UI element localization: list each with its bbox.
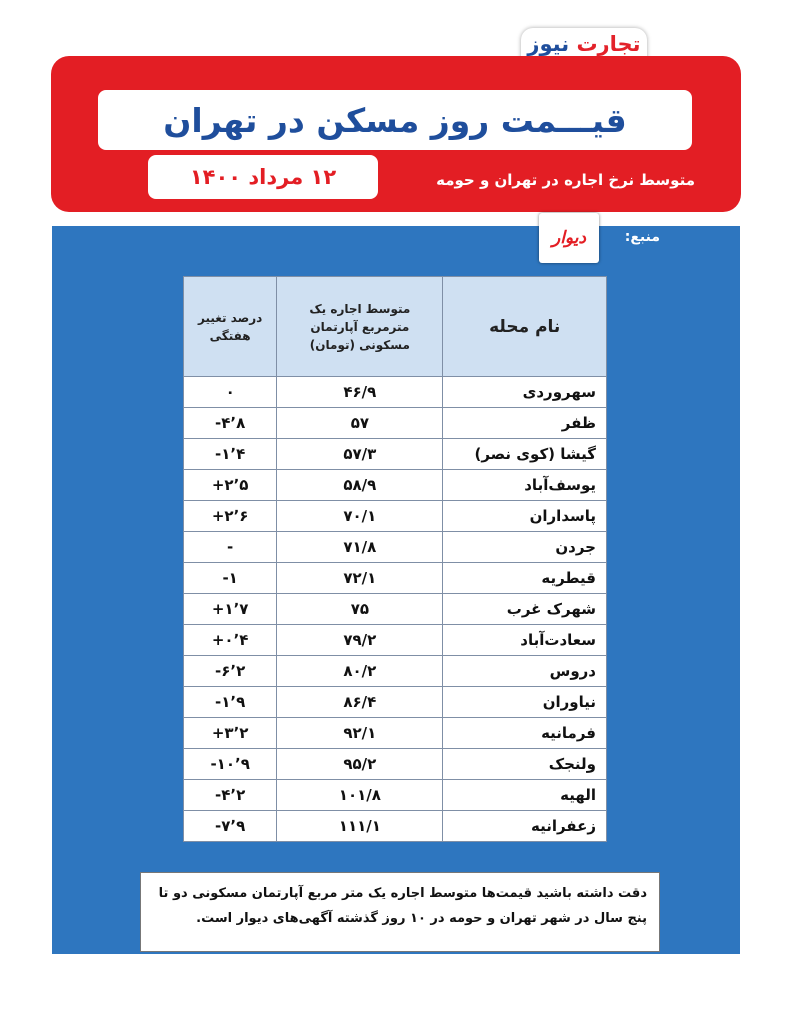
cell-change: -۱۰٬۹	[184, 749, 277, 780]
brand-name-part1: تجارت	[576, 32, 641, 56]
footnote: دقت داشته باشید قیمت‌ها متوسط اجاره یک متر مربع آپارتمان مسکونی دو تا پنج سال در شهر تهران و حومه در ۱۰ روز گذشته آگهی‌های دیوار است.	[140, 872, 660, 952]
cell-avg: ۸۶/۴	[277, 687, 443, 718]
header-avg-text: متوسط اجاره یک مترمربع آپارتمان مسکونی (تومان)	[309, 301, 411, 352]
cell-change: +۰٬۴	[184, 625, 277, 656]
page-subtitle: متوسط نرخ اجاره در تهران و حومه	[436, 171, 695, 189]
cell-avg: ۷۵	[277, 594, 443, 625]
table-row	[184, 718, 607, 749]
cell-change: -۱	[184, 563, 277, 594]
cell-change: -	[184, 532, 277, 563]
source-label: منبع:	[624, 229, 660, 245]
title-box	[98, 90, 692, 150]
table-row	[184, 625, 607, 656]
cell-avg: ۷۲/۱	[277, 563, 443, 594]
cell-avg: ۵۷/۳	[277, 439, 443, 470]
cell-avg: ۸۰/۲	[277, 656, 443, 687]
cell-name: ظفر	[443, 408, 607, 439]
cell-name: گیشا (کوی نصر)	[443, 439, 607, 470]
cell-avg: ۷۱/۸	[277, 532, 443, 563]
date-box	[148, 155, 378, 199]
table-row	[184, 532, 607, 563]
cell-avg: ۱۰۱/۸	[277, 780, 443, 811]
cell-name: فرمانیه	[443, 718, 607, 749]
cell-change: +۲٬۵	[184, 470, 277, 501]
cell-name: نیاوران	[443, 687, 607, 718]
cell-avg: ۹۲/۱	[277, 718, 443, 749]
brand-name	[521, 32, 647, 56]
cell-change: -۶٬۲	[184, 656, 277, 687]
report-date: ۱۲ مرداد ۱۴۰۰	[189, 165, 337, 189]
brand-name-part2: نیوز	[527, 32, 570, 56]
table-row	[184, 780, 607, 811]
cell-change: -۱٬۴	[184, 439, 277, 470]
page-title: قیـــمت روز مسکن در تهران	[163, 100, 627, 140]
cell-name: قیطریه	[443, 563, 607, 594]
header-change-text: درصد تغییر هفتگی	[197, 310, 263, 343]
table-row	[184, 749, 607, 780]
source-name: دیوار	[551, 228, 587, 248]
cell-name: دروس	[443, 656, 607, 687]
cell-change: +۳٬۲	[184, 718, 277, 749]
cell-change: -۴٬۸	[184, 408, 277, 439]
table-row	[184, 470, 607, 501]
source-logo	[539, 213, 599, 263]
cell-avg: ۷۰/۱	[277, 501, 443, 532]
table-row	[184, 563, 607, 594]
cell-avg: ۱۱۱/۱	[277, 811, 443, 842]
table-row	[184, 811, 607, 842]
header-avg	[277, 277, 443, 377]
cell-avg: ۴۶/۹	[277, 377, 443, 408]
cell-name: زعفرانیه	[443, 811, 607, 842]
cell-change: -۷٬۹	[184, 811, 277, 842]
rent-table	[183, 276, 607, 842]
cell-name: سهروردی	[443, 377, 607, 408]
cell-change: +۲٬۶	[184, 501, 277, 532]
table-row	[184, 501, 607, 532]
table-row	[184, 656, 607, 687]
cell-change: ۰	[184, 377, 277, 408]
cell-name: الهیه	[443, 780, 607, 811]
cell-change: -۱٬۹	[184, 687, 277, 718]
cell-name: ولنجک	[443, 749, 607, 780]
table-header-row	[184, 277, 607, 377]
table-row	[184, 439, 607, 470]
cell-name: شهرک غرب	[443, 594, 607, 625]
header-change	[184, 277, 277, 377]
header-name: نام محله	[443, 277, 607, 377]
cell-name: جردن	[443, 532, 607, 563]
cell-name: یوسف‌آباد	[443, 470, 607, 501]
cell-change: -۴٬۲	[184, 780, 277, 811]
table-row	[184, 687, 607, 718]
table-row	[184, 377, 607, 408]
cell-avg: ۵۷	[277, 408, 443, 439]
cell-avg: ۵۸/۹	[277, 470, 443, 501]
cell-name: پاسداران	[443, 501, 607, 532]
table-row	[184, 594, 607, 625]
cell-change: +۱٬۷	[184, 594, 277, 625]
cell-name: سعادت‌آباد	[443, 625, 607, 656]
cell-avg: ۹۵/۲	[277, 749, 443, 780]
table-row	[184, 408, 607, 439]
cell-avg: ۷۹/۲	[277, 625, 443, 656]
